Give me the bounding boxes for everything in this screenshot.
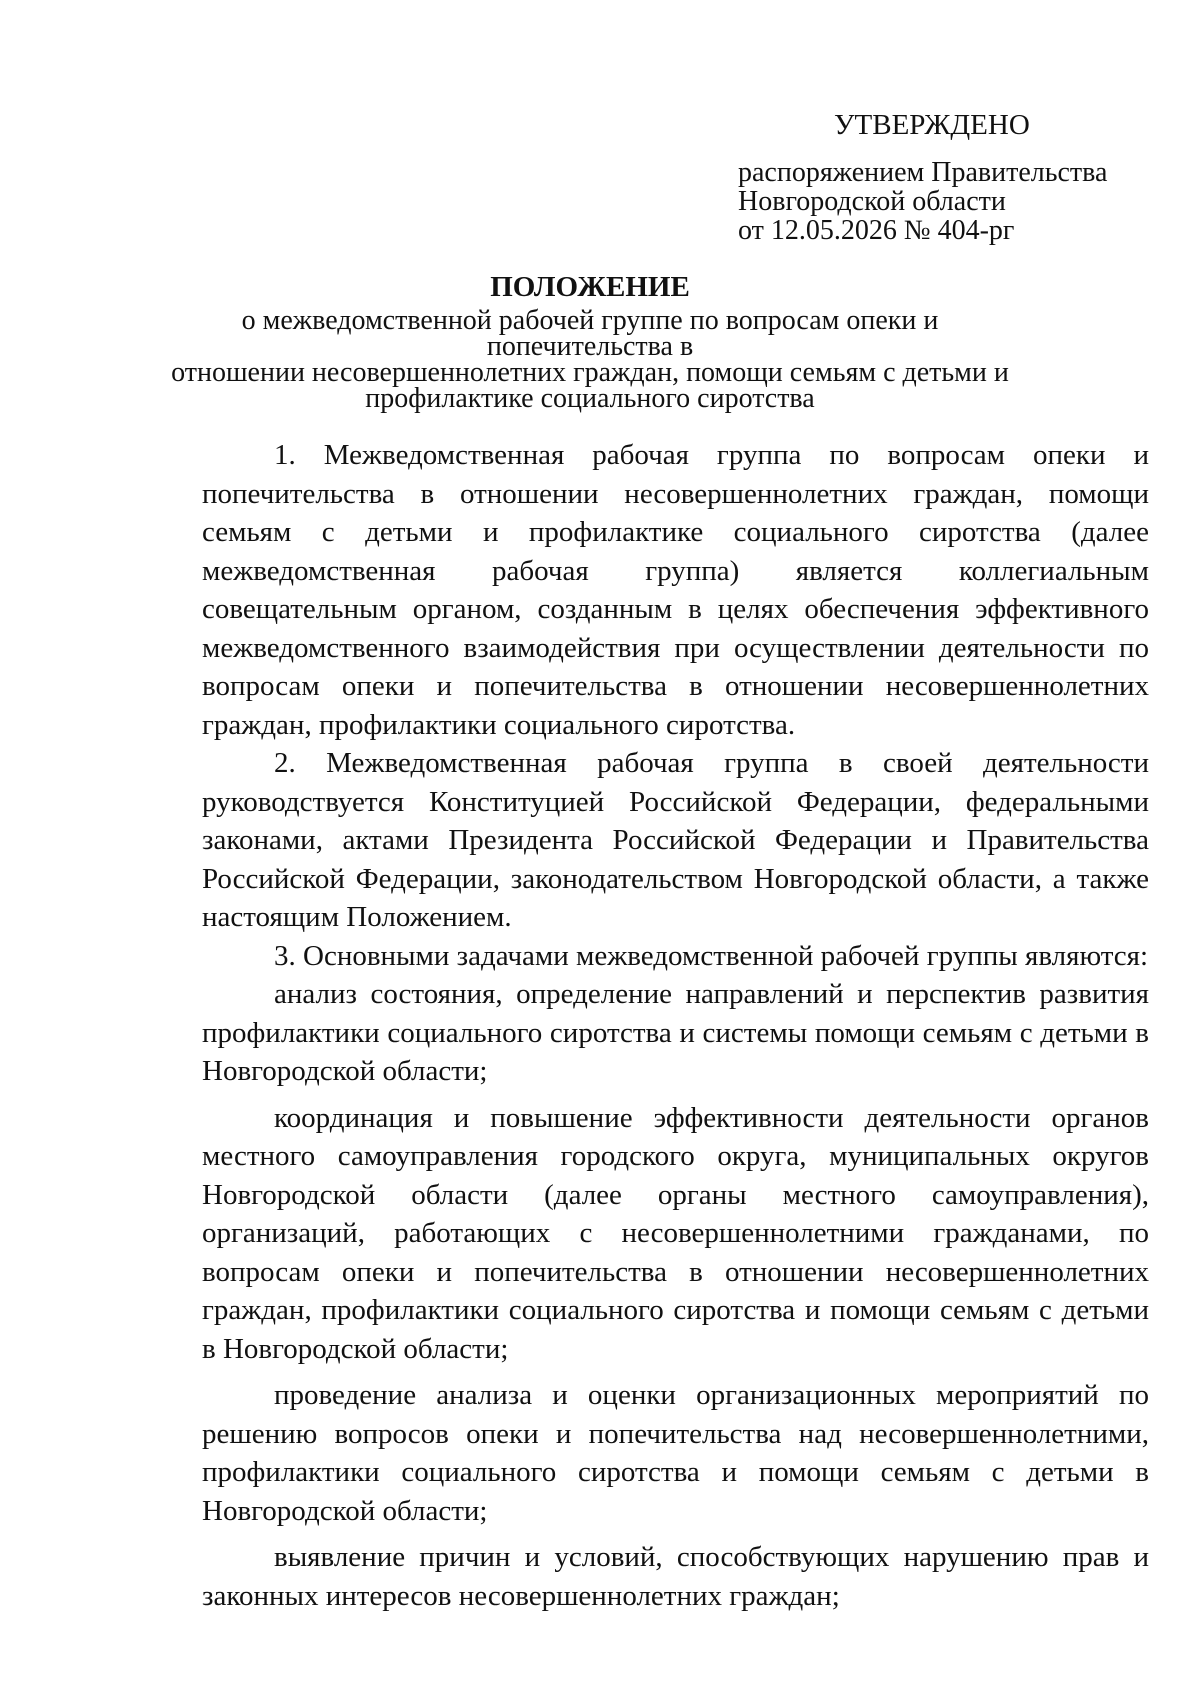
approval-stamp [738,108,1158,245]
task-item-3: проведение анализа и оценки организационных мероприятий по решению вопросов опеки и попечительства над несовершеннолетними, профилактики социального сиротства и помощи семьям с детьми в Новгородской области; [202,1379,1149,1527]
approval-line-1: распоряжением Правительства [738,157,1108,188]
document-subtitle-line-1: о межведомственной рабочей группе по вопросам опеки и попечительства в [241,305,939,362]
paragraph-2: 2. Межведомственная рабочая группа в своей деятельности руководствуется Конституцией Российской Федерации, федеральными законами, актами Президента Российской Федерации и Правительства Российской Федерации, законодательством Новгородской области, а также настоящим Положением. [202,747,1149,933]
document-subtitle-line-3: профилактике социального сиротства [365,383,815,414]
approved-label: УТВЕРЖДЕНО [834,109,1030,141]
approval-line-3: от 12.05.2026 № 404-рг [738,215,1015,246]
document-header [150,270,1030,412]
document-body [202,436,1149,1615]
approval-line-2: Новгородской области [738,186,1006,217]
paragraph-1: 1. Межведомственная рабочая группа по вопросам опеки и попечительства в отношении несовершеннолетних граждан, помощи семьям с детьми и профилактике социального сиротства (далее межведомственная рабочая группа) является коллегиальным совещательным органом, созданным в целях обеспечения эффективного межведомственного взаимодействия при осуществлении деятельности по вопросам опеки и попечительства в отношении несовершеннолетних граждан, профилактики социального сиротства. [202,439,1149,741]
document-subtitle-line-2: отношении несовершеннолетних граждан, помощи семьям с детьми и [171,357,1009,388]
task-item-2: координация и повышение эффективности деятельности органов местного самоуправления городского округа, муниципальных округов Новгородской области (далее органы местного самоуправления), организаций, работающих с несовершеннолетними гражданами, по вопросам опеки и попечительства в отношении несовершеннолетних граждан, профилактики социального сиротства и помощи семьям с детьми в Новгородской области; [202,1101,1149,1365]
task-item-1: анализ состояния, определение направлений и перспектив развития профилактики социального сиротства и системы помощи семьям с детьми в Новгородской области; [202,978,1149,1087]
paragraph-3: 3. Основными задачами межведомственной рабочей группы являются: [274,939,1149,972]
task-item-4: выявление причин и условий, способствующих нарушению прав и законных интересов несовершеннолетних граждан; [202,1541,1149,1612]
document-title: ПОЛОЖЕНИЕ [490,271,690,303]
